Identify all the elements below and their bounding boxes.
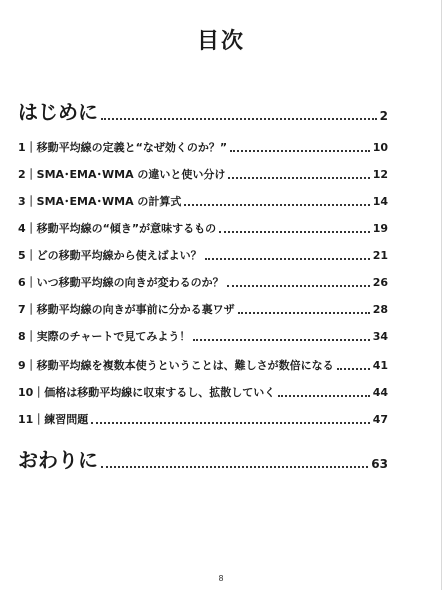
toc-entry-label: 10｜価格は移動平均線に収束するし、拡散していく bbox=[18, 386, 276, 399]
dot-leader bbox=[228, 177, 369, 179]
toc-entry-label: 11｜練習問題 bbox=[18, 413, 89, 426]
toc-entry-label: はじめに bbox=[18, 100, 98, 124]
toc-entry-chapter-1[interactable] bbox=[18, 141, 388, 155]
toc-entry-label: 9｜移動平均線を複数本使うということは、難しさが数倍になる bbox=[18, 359, 334, 372]
toc-entry-page: 63 bbox=[371, 457, 388, 471]
toc-entry-chapter-7[interactable] bbox=[18, 303, 388, 317]
dot-leader bbox=[219, 231, 370, 233]
toc-entry-page: 2 bbox=[379, 109, 388, 123]
toc-entry-page: 21 bbox=[372, 249, 388, 262]
toc-entry-label: 7｜移動平均線の向きが事前に分かる裏ワザ bbox=[18, 303, 235, 316]
toc-entry-chapter-4[interactable] bbox=[18, 222, 388, 236]
dot-leader bbox=[91, 422, 369, 424]
toc-entry-page: 14 bbox=[372, 195, 388, 208]
toc-entry-page: 47 bbox=[372, 413, 388, 426]
toc-entry-label: 5｜どの移動平均線から使えばよい？ bbox=[18, 249, 202, 262]
toc-entry-conclusion[interactable] bbox=[18, 448, 388, 472]
dot-leader bbox=[238, 312, 370, 314]
toc-entry-page: 10 bbox=[372, 141, 388, 154]
dot-leader bbox=[278, 395, 369, 397]
toc-entry-chapter-8[interactable] bbox=[18, 330, 388, 344]
toc-entry-label: 6｜いつ移動平均線の向きが変わるのか？ bbox=[18, 276, 224, 289]
toc-entry-page: 26 bbox=[372, 276, 388, 289]
toc-entry-page: 19 bbox=[372, 222, 388, 235]
toc-entry-page: 28 bbox=[372, 303, 388, 316]
toc-entry-page: 44 bbox=[372, 386, 388, 399]
toc-entry-label: 3｜SMA･EMA･WMA の計算式 bbox=[18, 195, 182, 208]
dot-leader bbox=[101, 118, 377, 120]
toc-entry-label: 4｜移動平均線の“傾き”が意味するもの bbox=[18, 222, 217, 235]
dot-leader bbox=[184, 204, 369, 206]
toc-entry-chapter-5[interactable] bbox=[18, 249, 388, 263]
toc-entry-label: 1｜移動平均線の定義と“なぜ効くのか？” bbox=[18, 141, 228, 154]
dot-leader bbox=[337, 368, 370, 370]
toc-entry-chapter-10[interactable] bbox=[18, 386, 388, 400]
toc-entry-introduction[interactable] bbox=[18, 100, 388, 124]
toc-entry-page: 41 bbox=[372, 359, 388, 372]
toc-entry-chapter-9[interactable] bbox=[18, 359, 388, 373]
dot-leader bbox=[230, 150, 370, 152]
dot-leader bbox=[205, 258, 370, 260]
toc-entry-label: 2｜SMA･EMA･WMA の違いと使い分け bbox=[18, 168, 226, 181]
toc-title: 目次 bbox=[196, 29, 245, 54]
toc-entry-page: 12 bbox=[372, 168, 388, 181]
toc-entry-chapter-11[interactable] bbox=[18, 413, 388, 427]
toc-entry-label: 8｜実際のチャートで見てみよう！ bbox=[18, 330, 191, 343]
dot-leader bbox=[193, 339, 369, 341]
dot-leader bbox=[227, 285, 370, 287]
toc-entry-page: 34 bbox=[372, 330, 388, 343]
footer-page-number: 8 bbox=[218, 574, 224, 583]
toc-entry-label: おわりに bbox=[18, 448, 98, 472]
toc-entry-chapter-6[interactable] bbox=[18, 276, 388, 290]
toc-entry-chapter-3[interactable] bbox=[18, 195, 388, 209]
dot-leader bbox=[101, 466, 368, 468]
toc-entry-chapter-2[interactable] bbox=[18, 168, 388, 182]
